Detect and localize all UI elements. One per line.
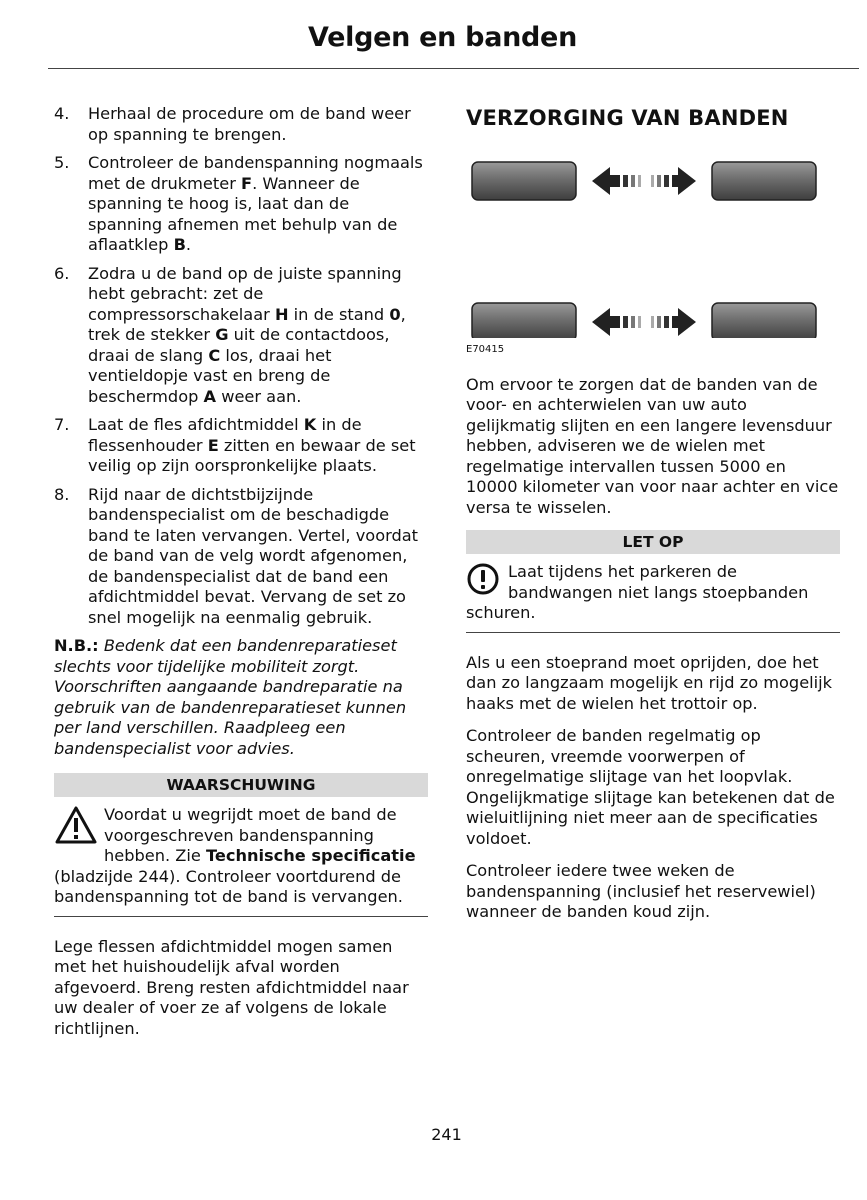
warning-box	[54, 773, 428, 917]
step-text-segment: . Wanneer de spanning te hoog is, laat dan de spanning afnemen met behulp van de aflaatklep	[88, 173, 398, 254]
step-reference-letter: G	[215, 325, 229, 344]
step-text-segment: in de stand	[288, 304, 390, 324]
front-right-tire-icon	[712, 162, 816, 200]
note-text: Bedenk dat een bandenreparatieset slechts voor tijdelijke mobiliteit zorgt. Voorschriften aangaande bandreparatie na gebruik van de bandenreparatieset kunnen per land verschillen. Raadpleeg een bandenspecialist voor advies.	[54, 636, 407, 758]
rear-tires-row	[472, 303, 816, 338]
step-text-segment: los, draai het ventieldopje vast en breng de beschermdop	[88, 345, 332, 406]
procedure-step	[54, 153, 428, 256]
step-text-segment: Zodra u de band op de juiste spanning hebt gebracht: zet de compressorschakelaar	[88, 263, 402, 324]
note-label: N.B.:	[54, 636, 99, 655]
step-number: 6.	[54, 263, 70, 283]
step-text-segment: Rijd naar de dichtstbijzijnde bandenspecialist om de beschadigde band te laten vervangen. Vertel, voordat de band van de velg wordt afgenomen, de bandenspecialist dat de band een afdichtmiddel bevat. Vervang de set zo snel mogelijk na eenmalig gebruik.	[88, 484, 419, 627]
section-title: VERZORGING VAN BANDEN	[466, 106, 789, 130]
page-number: 241	[431, 1125, 462, 1144]
front-tires-row	[472, 162, 816, 200]
step-text	[88, 485, 428, 629]
warning-link[interactable]: Technische specificatie	[205, 846, 416, 865]
step-text-segment: in de flessenhouder	[88, 415, 362, 455]
warning-heading: WAARSCHUWING	[54, 773, 428, 797]
right-column	[466, 104, 840, 931]
step-reference-letter: A	[203, 386, 217, 406]
caution-box	[466, 530, 840, 633]
warning-text-after: (bladzijde 244). Controleer voortdurend de bandenspanning tot de band is vervangen.	[54, 866, 403, 906]
warning-body	[54, 797, 428, 917]
step-number: 7.	[54, 415, 70, 434]
procedure-step	[54, 104, 428, 145]
step-text-segment: Herhaal de procedure om de band weer op spanning te brengen.	[88, 104, 411, 144]
pressure-paragraph: Controleer iedere twee weken de bandenspanning (inclusief het reservewiel) wanneer de banden koud zijn.	[466, 861, 816, 921]
step-reference-letter: B	[173, 235, 186, 254]
step-text-segment: uit de contactdoos, draai de slang	[88, 325, 390, 365]
step-number: 8.	[54, 484, 70, 504]
tire-rotation-illustration	[466, 148, 840, 338]
warning-text-before: Voordat u wegrijdt moet de band de voorgeschreven bandenspanning hebben. Zie	[104, 805, 397, 865]
step-text	[88, 264, 428, 408]
swap-arrow-icon	[592, 308, 696, 336]
procedure-step	[54, 485, 428, 629]
step-text-segment: Controleer de bandenspanning nogmaals met de drukmeter	[88, 153, 423, 193]
procedure-steps	[54, 104, 428, 628]
step-text-segment: Laat de fles afdichtmiddel	[88, 415, 304, 434]
curb-paragraph: Als u een stoeprand moet oprijden, doe het dan zo langzaam mogelijk en rijd zo mogelijk haaks met de wielen het trottoir op.	[466, 652, 833, 713]
title-divider	[48, 68, 859, 69]
left-column	[54, 104, 428, 1047]
figure-code: E70415	[466, 344, 505, 355]
warning-triangle-icon	[54, 805, 98, 847]
page-title: Velgen en banden	[307, 22, 577, 53]
caution-heading: LET OP	[466, 530, 840, 554]
procedure-step	[54, 264, 428, 408]
front-left-tire-icon	[472, 162, 576, 200]
procedure-step	[54, 415, 428, 477]
step-reference-letter: C	[208, 345, 221, 365]
swap-arrow-icon	[592, 167, 696, 195]
step-text-segment: , trek de stekker	[88, 304, 406, 344]
caution-body	[466, 554, 840, 633]
step-reference-letter: E	[207, 435, 219, 455]
intro-paragraph: Om ervoor te zorgen dat de banden van de voor- en achterwielen van uw auto gelijkmatig slijten en een langere levensduur hebben, adviseren we de wielen met regelmatige intervallen tussen 5000 en 10000 kilometer van voor naar achter en vice versa te wisselen.	[466, 374, 839, 517]
step-text-segment: .	[185, 235, 192, 254]
step-text	[88, 104, 428, 145]
closing-paragraph: Lege flessen afdichtmiddel mogen samen met het huishoudelijk afval worden afgevoerd. Breng resten afdichtmiddel naar uw dealer of voer ze af volgens de lokale richtlijnen.	[54, 936, 409, 1038]
step-reference-letter: F	[241, 173, 253, 193]
step-number: 5.	[54, 153, 70, 172]
step-text-segment: zitten en bewaar de set veilig op zijn oorspronkelijke plaats.	[88, 435, 416, 475]
step-reference-letter: 0	[389, 304, 401, 324]
rear-left-tire-icon	[472, 303, 576, 338]
step-reference-letter: H	[274, 304, 289, 324]
tire-rotation-figure	[466, 148, 840, 338]
step-text-segment: weer aan.	[216, 386, 302, 406]
caution-exclamation-icon	[466, 562, 500, 596]
step-number: 4.	[54, 104, 70, 123]
note	[54, 636, 428, 759]
caution-text: Laat tijdens het parkeren de bandwangen niet langs stoepbanden schuren.	[466, 562, 809, 622]
inspection-paragraph: Controleer de banden regelmatig op scheuren, vreemde voorwerpen of onregelmatige slijtage van het loopvlak. Ongelijkmatige slijtage kan betekenen dat de wieluitlijning niet meer aan de specificaties voldoet.	[466, 726, 835, 848]
step-text	[88, 415, 428, 477]
rear-right-tire-icon	[712, 303, 816, 338]
step-text	[88, 153, 428, 256]
step-reference-letter: K	[303, 415, 317, 434]
